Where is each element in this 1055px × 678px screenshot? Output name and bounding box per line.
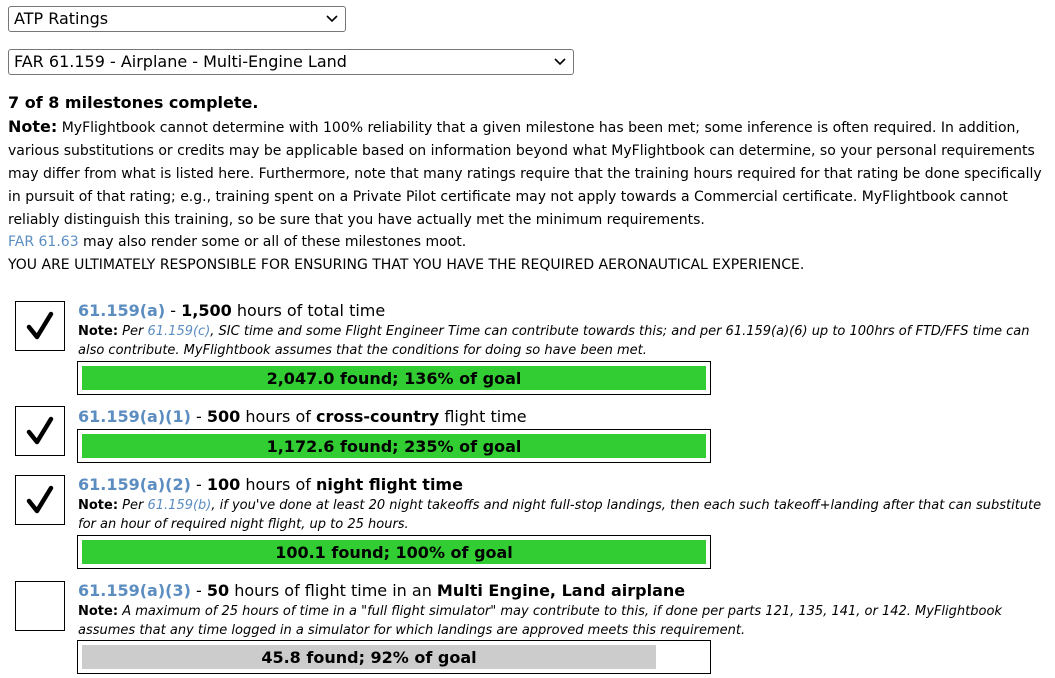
title-text: flight time xyxy=(439,407,527,426)
progress-fill xyxy=(82,434,706,458)
progress-fill xyxy=(82,540,706,564)
title-sep: - xyxy=(190,475,207,494)
progress-label: 2,047.0 found; 136% of goal xyxy=(266,368,522,388)
ratings-select[interactable] xyxy=(8,6,346,32)
note-label: Note: xyxy=(78,498,119,513)
note-label: Note: xyxy=(78,604,119,619)
milestone-summary: 7 of 8 milestones complete. xyxy=(8,93,259,112)
far-note xyxy=(8,232,466,252)
far-61-63-link[interactable]: FAR 61.63 xyxy=(8,234,79,250)
milestone-amount: 100 xyxy=(206,475,241,494)
note-link[interactable]: 61.159(b) xyxy=(147,498,212,513)
progress-label: 1,172.6 found; 235% of goal xyxy=(266,436,522,456)
milestone-code-link[interactable]: 61.159(a)(2) xyxy=(78,475,191,494)
note-text: A maximum of 25 hours of time in a "full flight simulator" may contribute to this, if done per parts 121, 135, 141, or 142. MyFlightbook assumes that any time logged in a simulator for which landings are approved meets this requirement. xyxy=(78,604,1002,638)
milestone-checkbox xyxy=(15,406,65,456)
checkmark-icon xyxy=(25,311,55,341)
note-text: Per xyxy=(118,324,148,339)
progress-label: 45.8 found; 92% of goal xyxy=(261,647,477,667)
progress-label: 100.1 found; 100% of goal xyxy=(275,542,513,562)
milestone-note xyxy=(78,496,1055,534)
far-note-text: may also render some or all of these milestones moot. xyxy=(78,234,467,250)
milestone-code-link[interactable]: 61.159(a)(1) xyxy=(78,407,191,426)
checkmark-icon xyxy=(25,485,55,515)
milestone-title xyxy=(78,580,685,602)
note-text: MyFlightbook cannot determine with 100% reliability that a given milestone has been met; some inference is often required. In addition, various substitutions or credits may be applicable based on information beyond what MyFlightbook can determine, so your personal requirements may differ from what is listed here. Furthermore, note that many ratings require that the training hours required for that rating be done specifically in pursuit of that rating; e.g., training spent on a Private Pilot certificate may not apply towards a Commercial certificate. MyFlightbook cannot reliably distinguish this training, so be sure that you have actually met the minimum requirements. xyxy=(8,120,1042,228)
title-text: hours of flight time in an xyxy=(229,581,437,600)
milestone-title xyxy=(78,300,385,322)
progress-bar xyxy=(77,640,711,674)
progress-bar xyxy=(77,361,711,395)
disclaimer-note xyxy=(8,115,1053,232)
note-text: , if you've done at least 20 night takeoffs and night full-stop landings, then each such takeoff+landing after that can substitute for an hour of required night flight, up to 25 hours. xyxy=(78,498,1042,532)
milestone-amount: 1,500 xyxy=(181,301,232,320)
milestone-note xyxy=(78,322,1055,360)
title-text: hours of total time xyxy=(231,301,386,320)
milestone-amount: 50 xyxy=(206,581,230,600)
milestone-code-link[interactable]: 61.159(a)(3) xyxy=(78,581,191,600)
milestone-amount: 500 xyxy=(206,407,241,426)
title-sep: - xyxy=(190,581,207,600)
note-text: , SIC time and some Flight Engineer Time can contribute towards this; and per 61.159(a)(6) up to 100hrs of FTD/FFS time can also contribute. MyFlightbook assumes that the conditions for doing so have been met. xyxy=(78,324,1030,358)
title-bold: cross-country xyxy=(315,407,440,426)
far-select-value: FAR 61.159 - Airplane - Multi-Engine Land xyxy=(14,52,347,71)
ratings-select-value: ATP Ratings xyxy=(14,9,109,28)
chevron-down-icon xyxy=(547,51,573,73)
milestone-checkbox xyxy=(15,475,65,525)
title-sep: - xyxy=(165,301,182,320)
milestone-title xyxy=(78,406,527,428)
note-label: Note: xyxy=(78,324,119,339)
milestone-code-link[interactable]: 61.159(a) xyxy=(78,301,166,320)
note-text: Per xyxy=(118,498,148,513)
note-label: Note: xyxy=(8,117,58,136)
title-sep: - xyxy=(190,407,207,426)
progress-fill xyxy=(82,366,706,390)
title-bold: night flight time xyxy=(315,475,463,494)
milestone-title xyxy=(78,474,463,496)
chevron-down-icon xyxy=(319,8,345,30)
milestone-note xyxy=(78,602,1055,640)
milestone-checkbox xyxy=(15,301,65,351)
responsibility-warning: YOU ARE ULTIMATELY RESPONSIBLE FOR ENSURING THAT YOU HAVE THE REQUIRED AERONAUTICAL EXPERIENCE. xyxy=(8,257,805,273)
milestone-checkbox xyxy=(15,581,65,631)
note-link[interactable]: 61.159(c) xyxy=(147,324,211,339)
far-select[interactable] xyxy=(8,49,574,75)
title-text: hours of xyxy=(240,407,316,426)
title-bold: Multi Engine, Land airplane xyxy=(436,581,686,600)
progress-bar xyxy=(77,535,711,569)
progress-bar xyxy=(77,429,711,463)
progress-fill xyxy=(82,645,656,669)
checkmark-icon xyxy=(25,416,55,446)
title-text: hours of xyxy=(240,475,316,494)
